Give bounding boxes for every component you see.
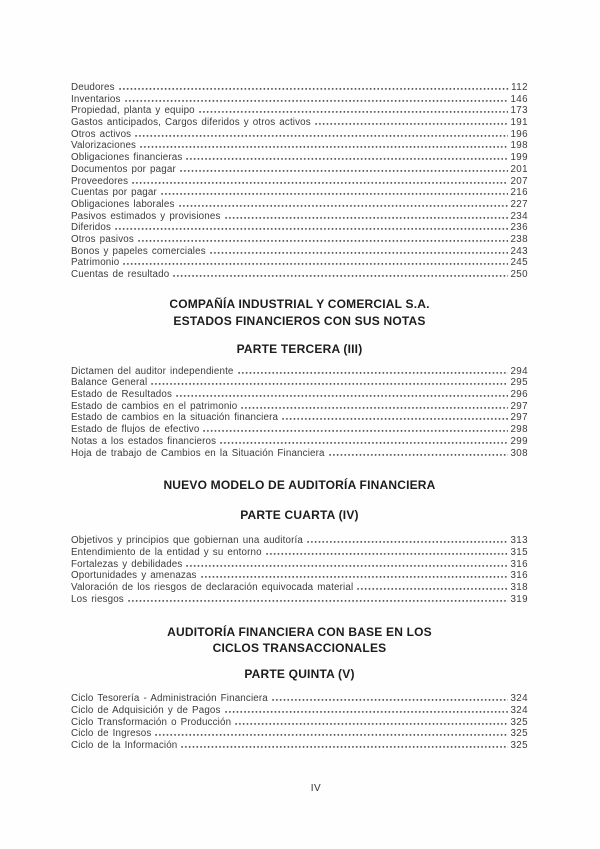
- toc-entry-page: 295: [510, 377, 528, 389]
- toc-entry: [71, 187, 528, 199]
- toc-section-part5: [71, 693, 528, 751]
- toc-entry-page: 315: [510, 546, 528, 558]
- dot-leader: [135, 133, 508, 137]
- toc-entry: [71, 535, 528, 547]
- toc-section-part3: [71, 366, 528, 460]
- dot-leader: [155, 732, 508, 736]
- toc-entry: [71, 740, 528, 752]
- toc-entry-page: 316: [510, 570, 528, 582]
- toc-entry-title: Estado de Resultados: [71, 389, 173, 401]
- toc-entry-page: 296: [510, 389, 528, 401]
- dot-leader: [180, 168, 509, 172]
- dot-leader: [315, 121, 509, 125]
- toc-entry-title: Hoja de trabajo de Cambios en la Situación Financiera: [71, 447, 325, 459]
- toc-entry-page: 298: [510, 424, 528, 436]
- toc-entry: [71, 234, 528, 246]
- toc-entry-page: 325: [510, 740, 528, 752]
- toc-entry: [71, 436, 528, 448]
- toc-entry: [71, 257, 528, 269]
- toc-entry-page: 236: [510, 222, 528, 234]
- toc-entry: [71, 129, 528, 141]
- toc-section-part2: [71, 82, 528, 281]
- toc-entry-page: 198: [510, 140, 528, 152]
- toc-entry-title: Proveedores: [71, 175, 129, 187]
- dot-leader: [140, 144, 508, 148]
- toc-entry-page: 308: [510, 447, 528, 459]
- section-title-line: COMPAÑÍA INDUSTRIAL Y COMERCIAL S.A.: [169, 296, 430, 311]
- toc-entry-page: 297: [510, 412, 528, 424]
- toc-entry-page: 191: [510, 117, 528, 129]
- toc-entry: [71, 176, 528, 188]
- toc-entry-title: Valoración de los riesgos de declaración equivocada material: [71, 581, 354, 593]
- dot-leader: [199, 109, 509, 113]
- toc-entry-page: 196: [510, 128, 528, 140]
- dot-leader: [125, 98, 509, 102]
- section-title-part5: [71, 624, 528, 656]
- dot-leader: [179, 203, 509, 207]
- toc-entry: [71, 152, 528, 164]
- toc-entry-title: Estado de cambios en la situación financiera: [71, 412, 279, 424]
- toc-entry-page: 146: [510, 93, 528, 105]
- dot-leader: [266, 551, 509, 555]
- toc-entry-title: Estado de cambios en el patrimonio: [71, 400, 238, 412]
- toc-entry-title: Ciclo de la Información: [71, 740, 178, 752]
- toc-entry: [71, 269, 528, 281]
- section-title-line: CICLOS TRANSACCIONALES: [212, 641, 387, 656]
- part-heading-quinta: PARTE QUINTA (V): [244, 667, 355, 682]
- toc-entry: [71, 389, 528, 401]
- section-title-part4: [71, 477, 528, 494]
- toc-entry-page: 313: [510, 535, 528, 547]
- toc-entry-page: 294: [510, 365, 528, 377]
- dot-leader: [220, 440, 508, 444]
- dot-leader: [225, 709, 509, 713]
- toc-entry: [71, 164, 528, 176]
- toc-entry-page: 325: [510, 728, 528, 740]
- toc-entry-page: 318: [510, 581, 528, 593]
- section-title-line: AUDITORÍA FINANCIERA CON BASE EN LOS: [167, 625, 432, 640]
- dot-leader: [115, 226, 508, 230]
- dot-leader: [329, 452, 509, 456]
- toc-entry-page: 243: [510, 245, 528, 257]
- dot-leader: [186, 156, 508, 160]
- dot-leader: [181, 744, 508, 748]
- toc-entry: [71, 82, 528, 94]
- dot-leader: [176, 393, 508, 397]
- dot-leader: [119, 86, 509, 90]
- dot-leader: [151, 381, 508, 385]
- dot-leader: [225, 215, 509, 219]
- toc-entry: [71, 140, 528, 152]
- toc-entry: [71, 412, 528, 424]
- toc-entry-title: Otros pasivos: [71, 233, 134, 245]
- toc-entry-title: Gastos anticipados, Cargos diferidos y otros activos: [71, 117, 311, 129]
- toc-entry-title: Patrimonio: [71, 257, 120, 269]
- toc-entry-title: Deudores: [71, 82, 115, 93]
- toc-entry-title: Inventarios: [71, 93, 121, 105]
- toc-entry-title: Objetivos y principios que gobiernan una auditoría: [71, 535, 303, 547]
- toc-entry: [71, 705, 528, 717]
- toc-entry-title: Ciclo Tesorería - Administración Financiera: [71, 693, 268, 705]
- toc-entry-page: 201: [510, 163, 528, 175]
- toc-section-part4: [71, 535, 528, 605]
- toc-entry-title: Cuentas de resultado: [71, 269, 170, 280]
- toc-entry-title: Oportunidades y amenazas: [71, 570, 197, 582]
- toc-entry-page: 216: [510, 187, 528, 199]
- toc-entry: [71, 105, 528, 117]
- toc-entry-title: Bonos y papeles comerciales: [71, 245, 206, 257]
- toc-entry: [71, 424, 528, 436]
- toc-entry: [71, 246, 528, 258]
- toc-entry-page: 207: [510, 175, 528, 187]
- toc-entry: [71, 570, 528, 582]
- toc-entry: [71, 377, 528, 389]
- dot-leader: [186, 563, 508, 567]
- toc-entry: [71, 559, 528, 571]
- toc-entry: [71, 594, 528, 606]
- toc-entry-title: Ciclo Transformación o Producción: [71, 716, 232, 728]
- toc-entry-page: 319: [510, 593, 528, 605]
- dot-leader: [238, 370, 509, 374]
- toc-entry-page: 316: [510, 558, 528, 570]
- part-heading-tercera: PARTE TERCERA (III): [236, 341, 363, 356]
- dot-leader: [307, 539, 509, 543]
- toc-entry: [71, 728, 528, 740]
- toc-entry: [71, 401, 528, 413]
- toc-entry-title: Entendimiento de la entidad y su entorno: [71, 546, 262, 558]
- section-title-line: NUEVO MODELO DE AUDITORÍA FINANCIERA: [163, 478, 436, 493]
- dot-leader: [357, 586, 508, 590]
- toc-entry-title: Obligaciones laborales: [71, 198, 175, 210]
- section-title-part3: [71, 296, 528, 330]
- toc-entry-page: 325: [510, 716, 528, 728]
- toc-entry-title: Estado de flujos de efectivo: [71, 424, 200, 436]
- dot-leader: [138, 238, 509, 242]
- section-title-line: ESTADOS FINANCIEROS CON SUS NOTAS: [173, 313, 426, 328]
- toc-entry-title: Ciclo de Adquisición y de Pagos: [71, 705, 221, 716]
- toc-entry: [71, 582, 528, 594]
- dot-leader: [203, 428, 508, 432]
- part-heading-cuarta: PARTE CUARTA (IV): [240, 508, 359, 523]
- dot-leader: [123, 261, 508, 265]
- toc-entry: [71, 547, 528, 559]
- toc-entry-page: 173: [510, 105, 528, 117]
- dot-leader: [282, 416, 508, 420]
- toc-entry-title: Los riesgos: [71, 593, 124, 605]
- toc-entry-page: 299: [510, 435, 528, 447]
- toc-entry: [71, 717, 528, 729]
- dot-leader: [201, 574, 509, 578]
- toc-entry-page: 234: [510, 210, 528, 222]
- toc-entry-page: 112: [511, 82, 528, 93]
- toc-entry: [71, 117, 528, 129]
- toc-entry: [71, 693, 528, 705]
- toc-entry-page: 250: [510, 269, 528, 280]
- dot-leader: [241, 405, 508, 409]
- toc-entry-title: Propiedad, planta y equipo: [71, 105, 195, 117]
- dot-leader: [161, 191, 509, 195]
- toc-entry-title: Ciclo de Ingresos: [71, 728, 152, 740]
- toc-entry-title: Balance General: [71, 377, 148, 389]
- dot-leader: [173, 273, 508, 277]
- toc-entry-title: Otros activos: [71, 128, 132, 140]
- toc-entry: [71, 211, 528, 223]
- toc-entry: [71, 366, 528, 378]
- dot-leader: [235, 721, 508, 725]
- toc-entry: [71, 94, 528, 106]
- toc-entry-page: 297: [510, 400, 528, 412]
- toc-entry: [71, 448, 528, 460]
- toc-entry-title: Fortalezas y debilidades: [71, 558, 183, 570]
- toc-entry-page: 245: [510, 257, 528, 269]
- toc-entry-title: Cuentas por pagar: [71, 187, 157, 199]
- toc-entry: [71, 199, 528, 211]
- toc-entry-title: Obligaciones financieras: [71, 152, 183, 164]
- toc-entry-title: Documentos por pagar: [71, 163, 176, 175]
- dot-leader: [128, 598, 509, 602]
- dot-leader: [272, 697, 509, 701]
- toc-entry-title: Diferidos: [71, 222, 112, 234]
- dot-leader: [132, 180, 508, 184]
- toc-entry-title: Pasivos estimados y provisiones: [71, 210, 221, 222]
- toc-entry-page: 324: [510, 693, 528, 705]
- toc-entry-page: 199: [510, 152, 528, 164]
- toc-entry-page: 238: [510, 233, 528, 245]
- toc-entry-title: Dictamen del auditor independiente: [71, 365, 234, 377]
- toc-entry-page: 227: [510, 198, 528, 210]
- toc-entry-page: 324: [510, 705, 528, 716]
- toc-content-column: [71, 82, 528, 752]
- toc-entry-title: Notas a los estados financieros: [71, 435, 217, 447]
- toc-entry: [71, 222, 528, 234]
- toc-entry-title: Valorizaciones: [71, 140, 137, 152]
- folio-page-number: IV: [310, 783, 322, 794]
- dot-leader: [210, 250, 509, 254]
